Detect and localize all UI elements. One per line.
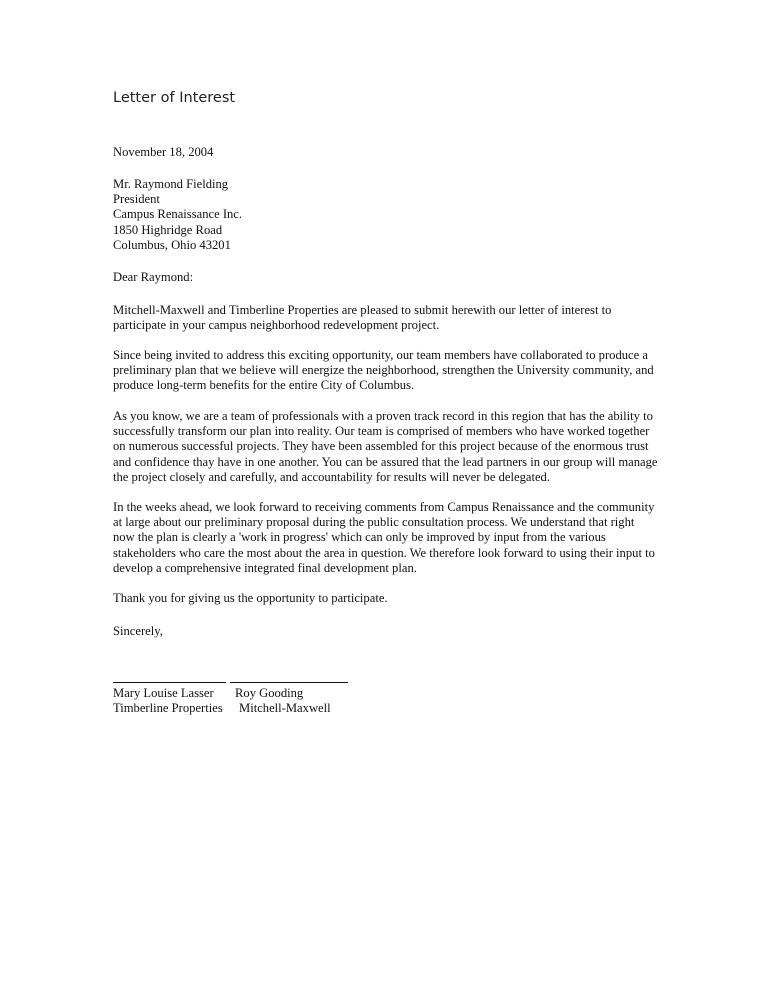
recipient-name: Mr. Raymond Fielding xyxy=(113,177,229,191)
recipient-company: Campus Renaissance Inc. xyxy=(113,207,243,222)
recipient-city: Columbus, Ohio 43201 xyxy=(113,237,231,252)
letter-heading: Letter of Interest xyxy=(113,90,236,106)
recipient-street: 1850 Highridge Road xyxy=(113,222,223,237)
salutation: Dear Raymond: xyxy=(113,270,194,284)
paragraph-next-steps: In the weeks ahead, we look forward to receiving comments from Campus Renaissance and the community at large about our preliminary proposal during the public consultation process. We understand that right now the plan is clearly a 'work in progress' which can only be improved by input from the various stakeholders who care the most about the area in question. We therefore look forward to using their input to develop a comprehensive integrated final development plan. xyxy=(113,500,655,575)
paragraph-team: As you know, we are a team of professionals with a proven track record in this region that has the ability to successfully transform our plan into reality. Our team is comprised of members who have worked together on numerous successful projects. They have been assembled for this project because of the enormous trust and confidence thay have in one another. You can be assured that the lead partners in our group will manage the project closely and carefully, and accountability for results will never be delegated. xyxy=(113,409,658,484)
letter-date: November 18, 2004 xyxy=(113,145,214,159)
paragraph-plan: Since being invited to address this exciting opportunity, our team members have collaborated to produce a preliminary plan that we believe will energize the neighborhood, strengthen the University community, and produce long-term benefits for the entire City of Columbus. xyxy=(113,348,654,393)
signature-line-gooding xyxy=(230,682,348,683)
closing: Sincerely, xyxy=(113,624,163,638)
recipient-address xyxy=(113,177,658,253)
signatory-name-gooding: Roy Gooding xyxy=(235,686,304,700)
signature-lines xyxy=(113,672,353,684)
recipient-title: President xyxy=(113,192,160,207)
signature-line-lasser xyxy=(113,682,226,683)
paragraph-thanks: Thank you for giving us the opportunity to participate. xyxy=(113,591,388,605)
signatory-name-lasser: Mary Louise Lasser xyxy=(113,686,214,700)
paragraph-intro: Mitchell-Maxwell and Timberline Properties are pleased to submit herewith our letter of interest to participate in your campus neighborhood redevelopment project. xyxy=(113,303,612,333)
signatory-company-mitchell-maxwell: Mitchell-Maxwell xyxy=(239,701,331,715)
signatory-company-timberline: Timberline Properties xyxy=(113,701,223,715)
